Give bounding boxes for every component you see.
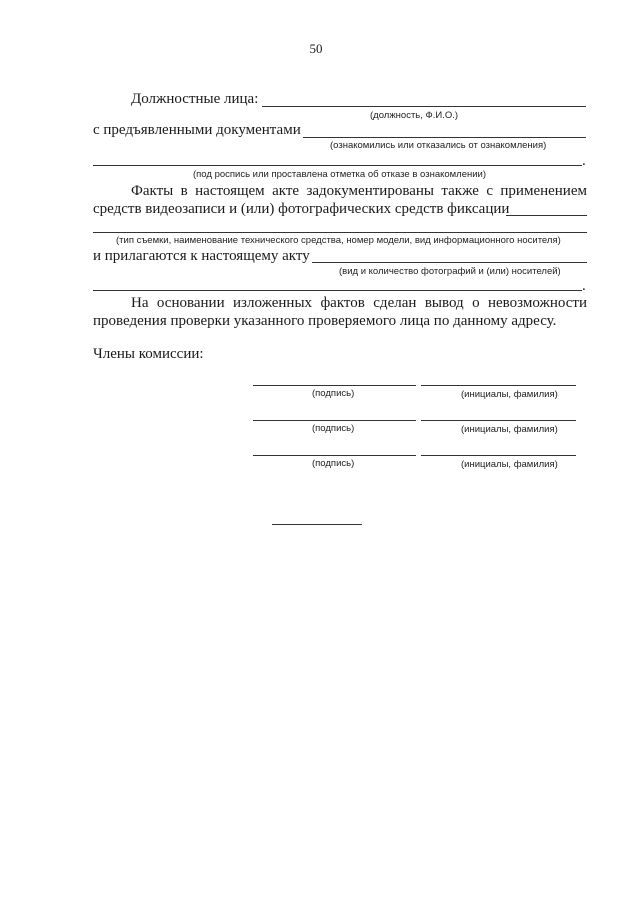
name-line[interactable] [421,455,576,456]
signature-caption: (подпись) [312,388,355,399]
documents-period: . [582,153,586,169]
documents-caption-2: (под роспись или проставлена отметка об отказе в ознакомлении) [193,169,487,180]
facts-line-2-blank[interactable] [506,215,587,216]
documents-caption: (ознакомились или отказались от ознакомления) [330,140,547,151]
closing-divider [272,524,362,525]
signature-caption: (подпись) [312,423,355,434]
facts-attached-caption: (вид и количество фотографий и (или) носителей) [339,266,561,277]
name-line[interactable] [421,385,576,386]
facts-attached-line-2[interactable] [93,290,582,291]
name-caption: (инициалы, фамилия) [461,389,558,400]
conclusion-line-2: проведения проверки указанного проверяемого лица по данному адресу. [93,313,557,329]
name-caption: (инициалы, фамилия) [461,459,558,470]
officials-caption: (должность, Ф.И.О.) [370,110,459,121]
name-caption: (инициалы, фамилия) [461,424,558,435]
facts-attached-line[interactable] [312,262,587,263]
commission-label: Члены комиссии: [93,346,204,362]
conclusion-line-1: На основании изложенных фактов сделан вывод о невозможности [131,295,587,311]
facts-attached-label: и прилагаются к настоящему акту [93,248,310,264]
page-number: 50 [309,41,323,56]
officials-label: Должностные лица: [131,91,259,107]
signature-line[interactable] [253,385,416,386]
documents-line-2[interactable] [93,165,582,166]
facts-media-line[interactable] [93,232,587,233]
facts-caption: (тип съемки, наименование технического средства, номер модели, вид информационного носителя) [116,235,561,246]
signature-line[interactable] [253,420,416,421]
signature-caption: (подпись) [312,458,355,469]
officials-line[interactable] [262,106,586,107]
signature-line[interactable] [253,455,416,456]
facts-period: . [582,278,586,294]
name-line[interactable] [421,420,576,421]
documents-label: с предъявленными документами [93,122,301,138]
facts-line-1: Факты в настоящем акте задокументированы также с применением [131,183,587,199]
facts-line-2: средств видеозаписи и (или) фотографических средств фиксации [93,201,510,217]
documents-line[interactable] [303,137,586,138]
